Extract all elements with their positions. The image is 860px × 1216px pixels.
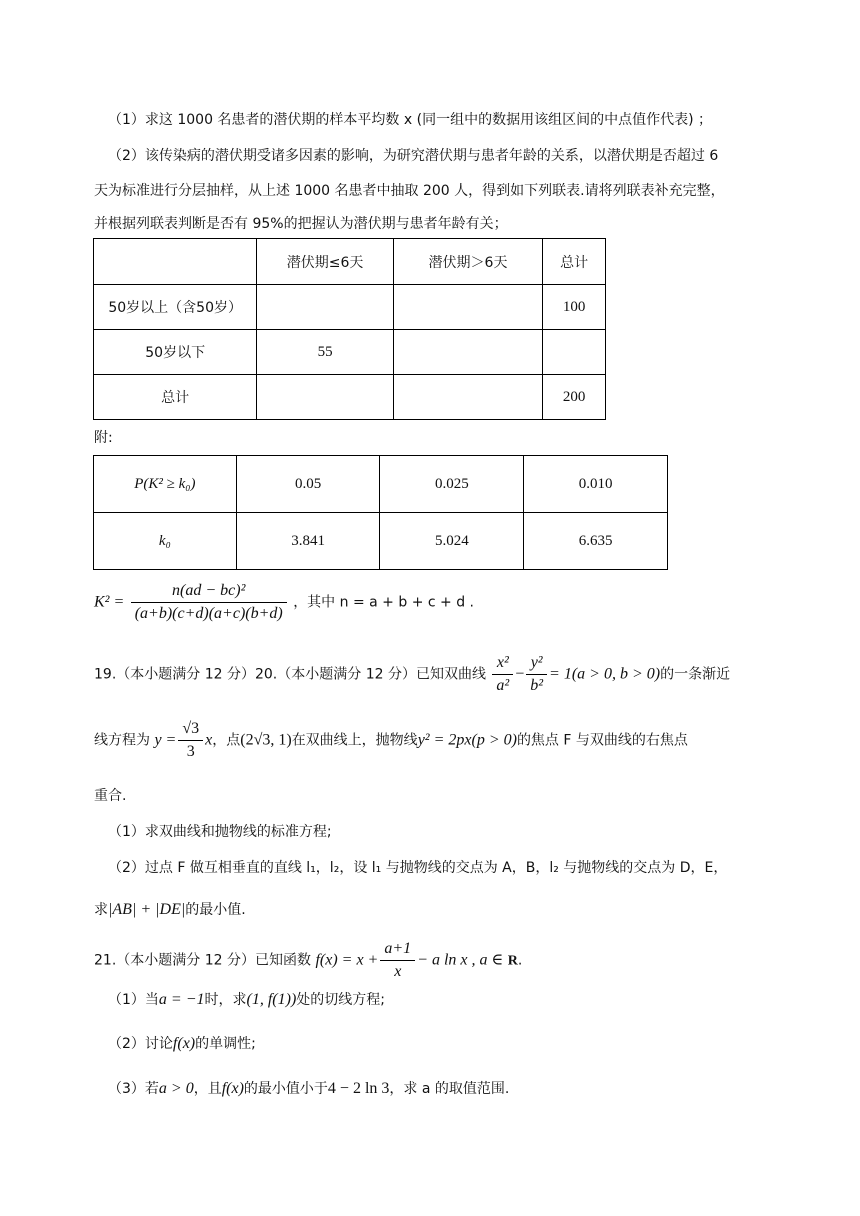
table-cell: 50岁以上（含50岁）: [94, 285, 257, 330]
hyperbola-point: (2√3, 1): [240, 731, 292, 749]
text: 的最小值小于: [243, 1081, 328, 1097]
table-row: [94, 456, 668, 513]
table-cell: 55: [257, 330, 393, 375]
text: （3）若: [108, 1081, 159, 1097]
table-row: [94, 375, 606, 420]
table-cell: [393, 330, 542, 375]
fraction-denominator: x: [394, 963, 402, 980]
formula-tail: ，其中 n = a + b + c + d .: [293, 594, 474, 611]
text: 的最小值.: [185, 902, 246, 918]
text: 线方程为: [94, 732, 150, 749]
function-lhs: f(x) = x +: [315, 951, 379, 969]
k-squared-formula: [94, 580, 474, 625]
table-row: [94, 285, 606, 330]
formula-numerator: n(ad − bc)²: [131, 580, 287, 603]
table-cell: 5.024: [380, 513, 524, 570]
math-expression: f(x): [172, 1035, 196, 1052]
q21-part2: [108, 1034, 256, 1054]
q18-part1: （1）求这 1000 名患者的潜伏期的样本平均数 x (同一组中的数据用该组区间的中点值作代表) ；: [108, 112, 712, 128]
table-cell: 0.025: [380, 456, 524, 513]
q20-line3: 重合.: [94, 788, 127, 804]
appendix-label: 附:: [94, 430, 113, 446]
function-fraction: [380, 938, 415, 983]
real-numbers-symbol: R: [507, 953, 518, 969]
text: 时，求: [204, 992, 247, 1008]
fraction-numerator: √3: [178, 718, 203, 741]
table-cell: 0.010: [524, 456, 668, 513]
text: 的单调性;: [195, 1036, 256, 1052]
q21-prefix: 21.（本小题满分 12 分）已知函数: [94, 952, 311, 969]
text: ，点: [212, 732, 241, 749]
q20-line1: [94, 652, 730, 697]
text: （1）当: [108, 992, 159, 1008]
fraction-denominator: b²: [530, 677, 544, 694]
q20-suffix: 的一条渐近: [660, 666, 731, 683]
fraction-numerator: y²: [526, 652, 547, 675]
contingency-table: [93, 238, 606, 420]
text: .: [517, 952, 523, 969]
table-header: 潜伏期＞6天: [393, 239, 542, 285]
hyperbola-condition: = 1(a > 0, b > 0): [549, 665, 661, 683]
table-cell: [393, 285, 542, 330]
formula-denominator: (a+b)(c+d)(a+c)(b+d): [134, 605, 283, 622]
fraction-numerator: x²: [492, 652, 513, 675]
fraction-numerator: a+1: [380, 938, 415, 961]
hyperbola-term-y: [526, 652, 547, 697]
q20-line2: [94, 718, 688, 763]
table-cell: k₀: [94, 513, 237, 570]
q21-line1: [94, 938, 522, 983]
table-cell: [257, 285, 393, 330]
table-cell: 100: [543, 285, 606, 330]
table-cell: [257, 375, 393, 420]
q20-part1: （1）求双曲线和抛物线的标准方程;: [108, 824, 332, 840]
table-header: 总计: [543, 239, 606, 285]
parabola-equation: y² = 2px(p > 0): [417, 731, 517, 749]
table-header: 潜伏期≤6天: [257, 239, 393, 285]
table-cell: 50岁以下: [94, 330, 257, 375]
q18-part2-line2: 天为标准进行分层抽样，从上述 1000 名患者中抽取 200 人，得到如下列联表.请将列联表补充完整，: [94, 183, 725, 199]
math-expression: a = −1: [158, 991, 205, 1008]
text: ，且: [193, 1081, 222, 1097]
text: （2）讨论: [108, 1036, 173, 1052]
table-cell: 0.05: [236, 456, 380, 513]
text: 在双曲线上，抛物线: [291, 732, 418, 749]
table-row: [94, 239, 606, 285]
table-cell: 总计: [94, 375, 257, 420]
tangent-point: (1, f(1)): [246, 991, 297, 1008]
table-cell: P(K² ≥ k₀): [94, 456, 237, 513]
asymptote-fraction: [178, 718, 203, 763]
asymptote-lhs: y =: [154, 731, 177, 749]
q18-part2-line3: 并根据列联表判断是否有 95%的把握认为潜伏期与患者年龄有关；: [94, 216, 508, 232]
reference-table: [93, 455, 668, 570]
formula-lhs: K² =: [94, 593, 125, 611]
math-expression: a > 0: [158, 1080, 194, 1097]
q20-part2-line2: [94, 898, 246, 922]
sum-expression: |AB| + |DE|: [108, 901, 186, 918]
formula-fraction: [131, 580, 287, 625]
math-expression: 4 − 2 ln 3: [327, 1080, 390, 1097]
q21-part3: [108, 1079, 509, 1099]
asymptote-x: x: [205, 731, 213, 749]
table-cell: [543, 330, 606, 375]
table-cell: [94, 239, 257, 285]
fraction-denominator: 3: [186, 743, 195, 760]
text: 处的切线方程;: [296, 992, 385, 1008]
q21-part1: [108, 990, 385, 1010]
table-row: [94, 513, 668, 570]
table-row: [94, 330, 606, 375]
q18-part2-line1: （2）该传染病的潜伏期受诸多因素的影响，为研究潜伏期与患者年龄的关系，以潜伏期是否超过 6: [108, 148, 719, 164]
fraction-denominator: a²: [496, 677, 510, 694]
q20-prefix: 19.（本小题满分 12 分）20.（本小题满分 12 分）已知双曲线: [94, 666, 486, 683]
table-cell: 200: [543, 375, 606, 420]
hyperbola-term-x: [492, 652, 513, 697]
text: 求: [94, 902, 108, 918]
function-tail: − a ln x , a ∈: [417, 951, 504, 969]
table-cell: [393, 375, 542, 420]
text: ，求 a 的取值范围.: [389, 1081, 510, 1097]
math-expression: f(x): [221, 1080, 244, 1097]
minus-sign: −: [515, 665, 525, 683]
table-cell: 6.635: [524, 513, 668, 570]
table-cell: 3.841: [236, 513, 380, 570]
text: 的焦点 F 与双曲线的右焦点: [516, 732, 688, 749]
q20-part2-line1: （2）过点 F 做互相垂直的直线 l₁，l₂，设 l₁ 与抛物线的交点为 A，B，l₂ 与抛物线的交点为 D，E，: [108, 860, 728, 876]
